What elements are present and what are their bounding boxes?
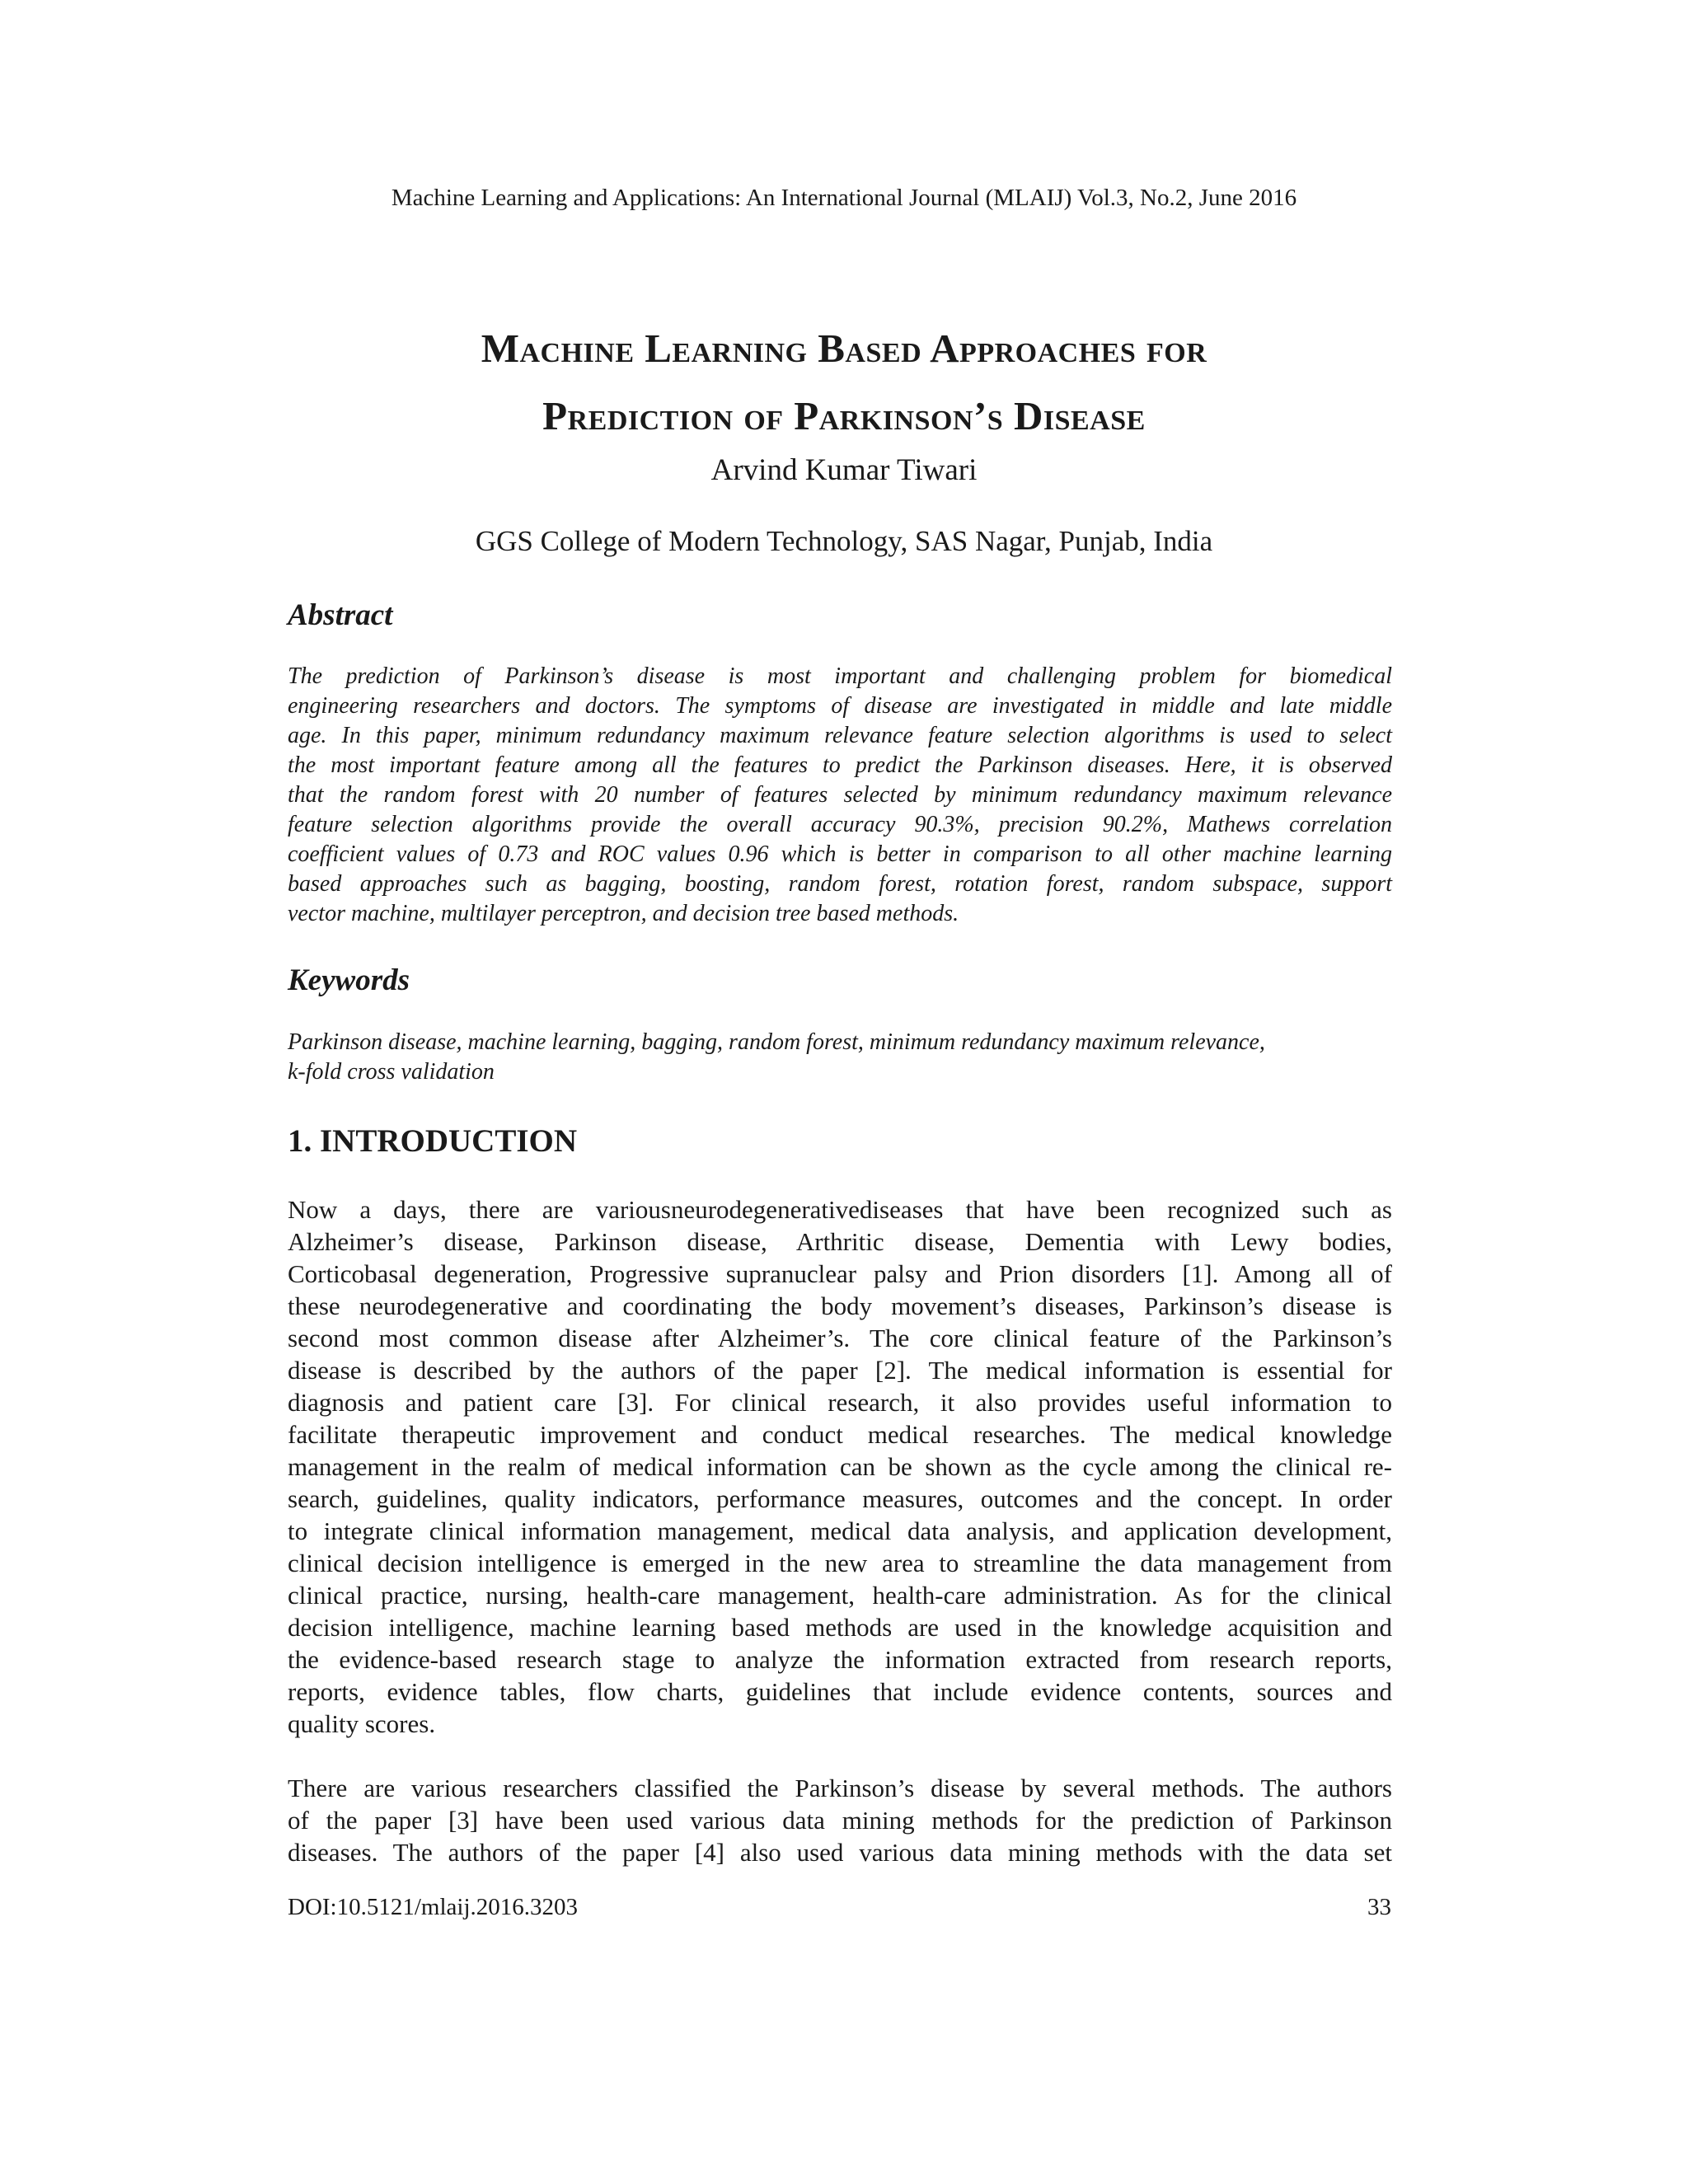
paragraph-line: these neurodegenerative and coordinating the body movement’s diseases, Parkinson’s disease is	[288, 1291, 1392, 1320]
paragraph-line: reports, evidence tables, flow charts, guidelines that include evidence contents, sources and	[288, 1677, 1392, 1706]
paragraph-line: the evidence-based research stage to analyze the information extracted from research reports,	[288, 1645, 1392, 1674]
introduction-paragraph-1	[288, 1193, 1392, 1740]
paragraph-line: decision intelligence, machine learning based methods are used in the knowledge acquisition and	[288, 1613, 1392, 1642]
abstract-line: feature selection algorithms provide the overall accuracy 90.3%, precision 90.2%, Mathews correlation	[288, 812, 1392, 837]
paragraph-line: There are various researchers classified the Parkinson’s disease by several methods. The authors	[288, 1774, 1392, 1802]
introduction-heading: 1. INTRODUCTION	[288, 1123, 578, 1159]
keywords-body	[288, 1028, 1392, 1087]
paragraph-line: search, guidelines, quality indicators, performance measures, outcomes and the concept. In order	[288, 1484, 1392, 1513]
author-name: Arvind Kumar Tiwari	[710, 453, 978, 487]
abstract-line: that the random forest with 20 number of features selected by minimum redundancy maximum relevance	[288, 782, 1392, 808]
keywords-heading: Keywords	[288, 963, 410, 997]
author-affiliation: GGS College of Modern Technology, SAS Nagar, Punjab, India	[475, 525, 1213, 557]
paragraph-line: Corticobasal degeneration, Progressive supranuclear palsy and Prion disorders [1]. Among all of	[288, 1259, 1392, 1288]
abstract-line: vector machine, multilayer perceptron, and decision tree based methods.	[288, 901, 959, 926]
introduction-paragraph-2	[288, 1772, 1392, 1868]
abstract-line: age. In this paper, minimum redundancy maximum relevance feature selection algorithms is used to select	[288, 723, 1392, 748]
abstract-line: The prediction of Parkinson’s disease is most important and challenging problem for biomedical	[288, 663, 1392, 689]
abstract-line: based approaches such as bagging, boosting, random forest, rotation forest, random subspace, support	[288, 871, 1392, 897]
paragraph-line: disease is described by the authors of the paper [2]. The medical information is essential for	[288, 1356, 1392, 1385]
paragraph-line: diseases. The authors of the paper [4] also used various data mining methods with the data set	[288, 1838, 1392, 1867]
paper-title	[0, 315, 1688, 450]
paragraph-line: of the paper [3] have been used various data mining methods for the prediction of Parkinson	[288, 1806, 1392, 1835]
paper-title-line-2: Prediction of Parkinson’s Disease	[542, 393, 1146, 438]
paragraph-line: clinical practice, nursing, health-care management, health-care administration. As for the clinical	[288, 1581, 1392, 1610]
paragraph-line: Alzheimer’s disease, Parkinson disease, Arthritic disease, Dementia with Lewy bodies,	[288, 1227, 1392, 1256]
paragraph-line: to integrate clinical information management, medical data analysis, and application development,	[288, 1516, 1392, 1545]
page-number: 33	[1367, 1894, 1391, 1920]
abstract-body	[288, 662, 1392, 929]
footer-doi: DOI:10.5121/mlaij.2016.3203	[288, 1894, 579, 1920]
paragraph-line: facilitate therapeutic improvement and conduct medical researches. The medical knowledge	[288, 1420, 1392, 1449]
paragraph-line: quality scores.	[288, 1709, 436, 1738]
abstract-line: engineering researchers and doctors. The symptoms of disease are investigated in middle and late middle	[288, 693, 1392, 719]
paragraph-line: clinical decision intelligence is emerged in the new area to streamline the data management from	[288, 1549, 1392, 1577]
abstract-line: coefficient values of 0.73 and ROC values 0.96 which is better in comparison to all other machine learning	[288, 841, 1392, 867]
keywords-line: k-fold cross validation	[288, 1059, 495, 1085]
paragraph-line: diagnosis and patient care [3]. For clinical research, it also provides useful information to	[288, 1388, 1392, 1417]
running-header: Machine Learning and Applications: An International Journal (MLAIJ) Vol.3, No.2, June 2016	[391, 185, 1297, 211]
paragraph-line: second most common disease after Alzheimer’s. The core clinical feature of the Parkinson’s	[288, 1324, 1392, 1352]
paper-title-line-1: Machine Learning Based Approaches for	[481, 326, 1207, 371]
paragraph-line: Now a days, there are variousneurodegenerativediseases that have been recognized such as	[288, 1195, 1392, 1224]
paragraph-line: management in the realm of medical information can be shown as the cycle among the clinical re-	[288, 1452, 1392, 1481]
abstract-line: the most important feature among all the features to predict the Parkinson diseases. Here, it is observed	[288, 752, 1392, 778]
abstract-heading: Abstract	[288, 598, 393, 632]
keywords-line: Parkinson disease, machine learning, bagging, random forest, minimum redundancy maximum relevance,	[288, 1029, 1265, 1055]
